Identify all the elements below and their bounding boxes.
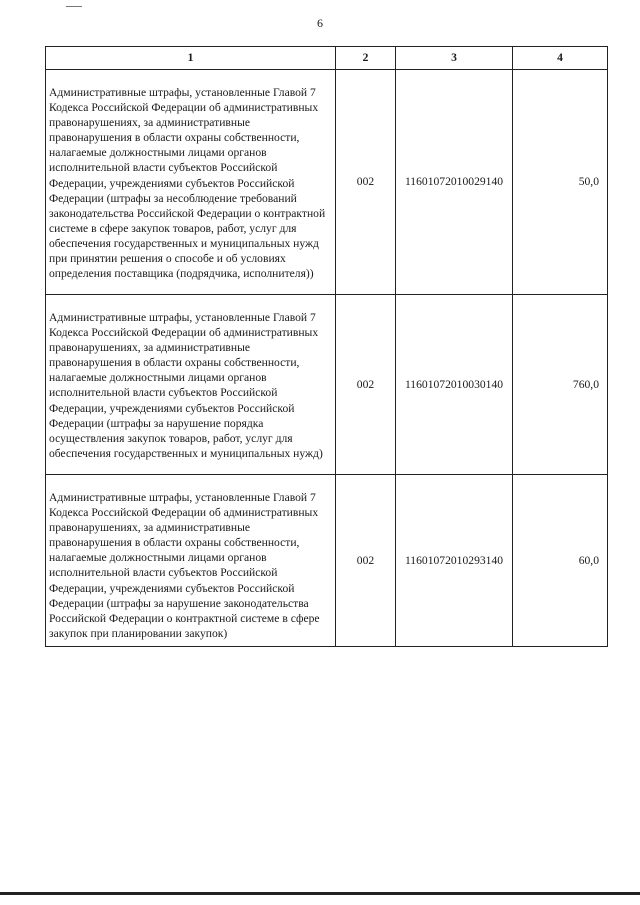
column-header-1: 1 xyxy=(46,47,336,70)
column-header-2: 2 xyxy=(336,47,396,70)
page-number: 6 xyxy=(317,16,323,30)
table-row xyxy=(46,70,608,295)
row-amount: 760,0 xyxy=(513,295,608,475)
scan-mark xyxy=(66,6,82,7)
row-kbk-code: 11601072010029140 xyxy=(396,70,513,295)
row-admin-code: 002 xyxy=(336,295,396,475)
table-row xyxy=(46,475,608,647)
table-row xyxy=(46,295,608,475)
budget-revenue-table xyxy=(45,46,608,647)
row-description: Административные штрафы, установленные Главой 7 Кодекса Российской Федерации об административных правонарушениях, за административные правонарушения в области охраны собственности, налагаемые должностными лицами органов исполнительной власти субъектов Российской Федерации, учреждениями субъектов Российской Федерации (штрафы за нарушение порядка осуществления закупок товаров, работ, услуг для обеспечения государственных и муниципальных нужд) xyxy=(46,295,336,475)
row-amount: 60,0 xyxy=(513,475,608,647)
column-header-3: 3 xyxy=(396,47,513,70)
scan-bottom-edge xyxy=(0,892,640,895)
row-kbk-code: 11601072010030140 xyxy=(396,295,513,475)
table-header-row xyxy=(46,47,608,70)
row-description: Административные штрафы, установленные Главой 7 Кодекса Российской Федерации об административных правонарушениях, за административные правонарушения в области охраны собственности, налагаемые должностными лицами органов исполнительной власти субъектов Российской Федерации, учреждениями субъектов Российской Федерации (штрафы за несоблюдение требований законодательства Российской Федерации о контрактной системе в сфере закупок товаров, работ, услуг для обеспечения государственных и муниципальных нужд при принятии решения о способе и об условиях определения поставщика (подрядчика, исполнителя)) xyxy=(46,70,336,295)
row-description: Административные штрафы, установленные Главой 7 Кодекса Российской Федерации об административных правонарушениях, за административные правонарушения в области охраны собственности, налагаемые должностными лицами органов исполнительной власти субъектов Российской Федерации, учреждениями субъектов Российской Федерации (штрафы за нарушение законодательства Российской Федерации о контрактной системе в сфере закупок при планировании закупок) xyxy=(46,475,336,647)
column-header-4: 4 xyxy=(513,47,608,70)
row-kbk-code: 11601072010293140 xyxy=(396,475,513,647)
row-admin-code: 002 xyxy=(336,475,396,647)
row-admin-code: 002 xyxy=(336,70,396,295)
row-amount: 50,0 xyxy=(513,70,608,295)
